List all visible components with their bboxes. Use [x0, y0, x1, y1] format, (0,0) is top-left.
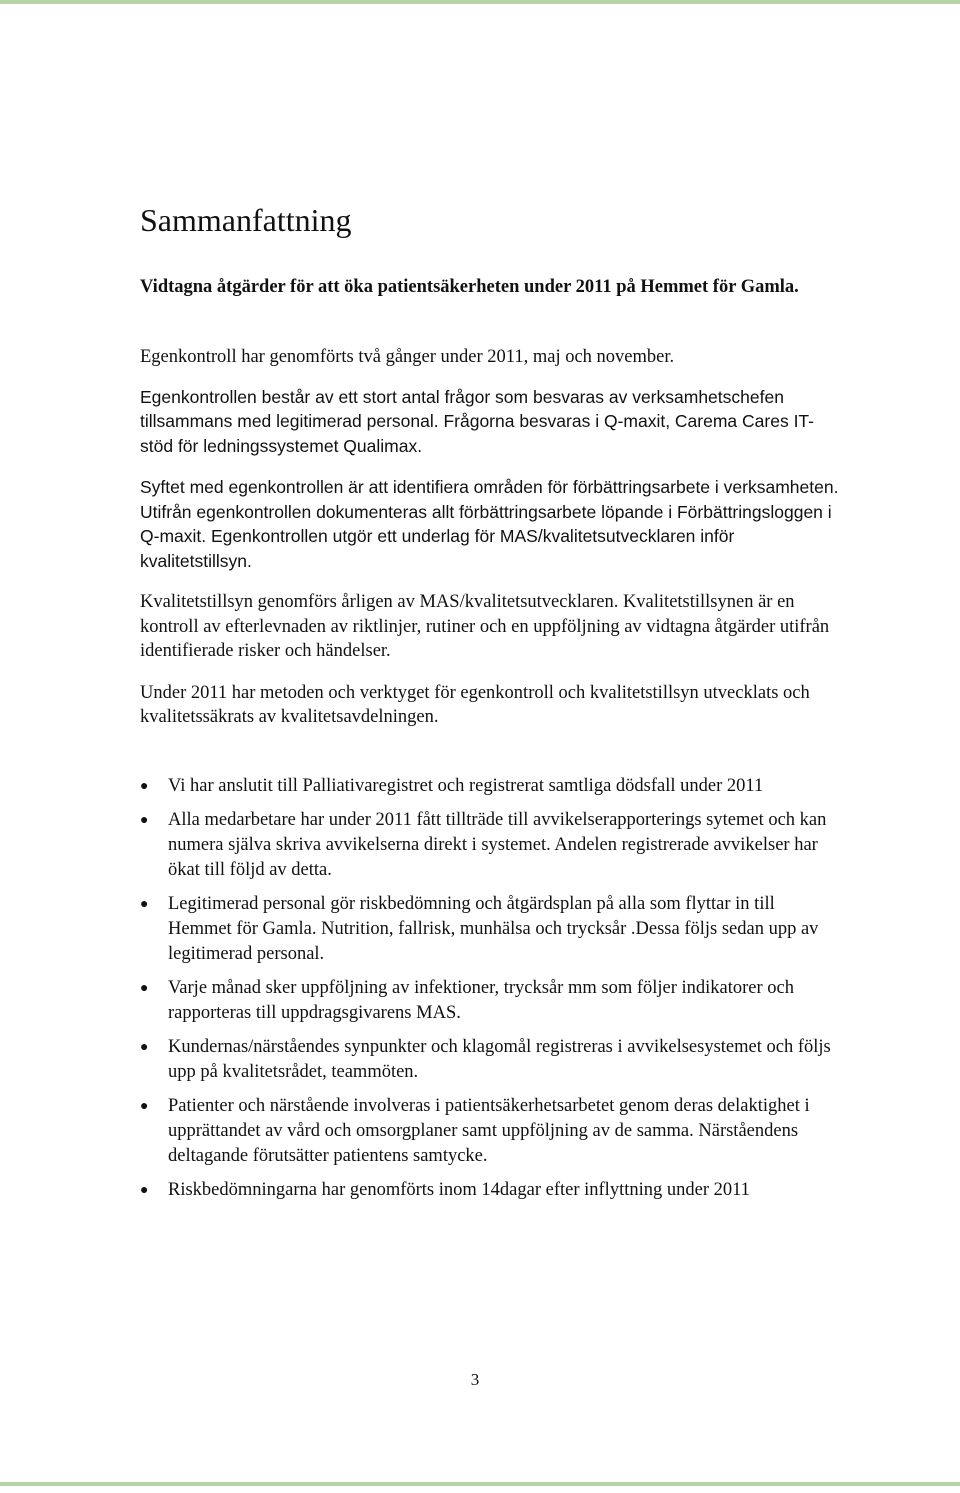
bullet-icon: ●: [140, 980, 149, 996]
paragraph-1: Egenkontroll har genomförts två gånger under 2011, maj och november.: [140, 347, 675, 367]
page-title: Sammanfattning: [140, 202, 352, 238]
paragraph-4: Kvalitetstillsyn genomförs årligen av MAS/kvalitetsutvecklaren. Kvalitetstillsynen är en kontroll av efterlevnaden av riktlinjer, rutiner och en uppföljning av vidtagna åtgärder utifrån identifierade risker och händelser.: [140, 592, 830, 661]
list-item-text: Riskbedömningarna har genomförts inom 14dagar efter inflyttning under 2011: [168, 1179, 750, 1200]
section-subheading: Vidtagna åtgärder för att öka patientsäkerheten under 2011 på Hemmet för Gamla.: [140, 277, 799, 297]
top-border-rule: [0, 0, 960, 4]
list-item-text: Varje månad sker uppföljning av infektioner, trycksår mm som följer indikatorer och rapporteras till uppdragsgivarens MAS.: [168, 977, 795, 1023]
list-item: [140, 774, 840, 799]
paragraph-3: Syftet med egenkontrollen är att identifiera områden för förbättringsarbete i verksamheten. Utifrån egenkontrollen dokumenteras allt förbättringsarbete löpande i Förbättringsloggen i Q-maxit. Egenkontrollen utgör ett underlag för MAS/kvalitetsutvecklaren inför kvalitetstillsyn.: [140, 477, 839, 571]
bullet-icon: ●: [140, 778, 149, 794]
list-item: [140, 1094, 840, 1169]
bullet-icon: ●: [140, 812, 149, 828]
list-item-text: Kundernas/närståendes synpunkter och klagomål registreras i avvikelsesystemet och följs upp på kvalitetsrådet, teammöten.: [168, 1036, 831, 1082]
page-number: 3: [470, 1370, 480, 1389]
list-item: [140, 1178, 840, 1203]
paragraph-5: Under 2011 har metoden och verktyget för egenkontroll och kvalitetstillsyn utvecklats och kvalitetssäkrats av kvalitetsavdelningen.: [140, 682, 810, 727]
list-item: [140, 892, 840, 967]
bullet-icon: ●: [140, 1039, 149, 1055]
list-item: [140, 808, 840, 883]
bullet-icon: ●: [140, 896, 149, 912]
bottom-border-rule: [0, 1482, 960, 1486]
list-item-text: Patienter och närstående involveras i patientsäkerhetsarbetet genom deras delaktighet i upprättandet av vård och omsorgplaner samt uppföljning av de samma. Närståendens deltagande förutsätter patientens samtycke.: [168, 1095, 810, 1166]
page-content: [140, 196, 840, 1212]
list-item-text: Vi har anslutit till Palliativaregistret och registrerat samtliga dödsfall under 2011: [168, 775, 764, 796]
bullet-list: [140, 774, 840, 1203]
bullet-icon: ●: [140, 1182, 149, 1198]
list-item-text: Legitimerad personal gör riskbedömning och åtgärdsplan på alla som flyttar in till Hemmet för Gamla. Nutrition, fallrisk, munhälsa och trycksår .Dessa följs sedan upp av legitimerad personal.: [168, 893, 819, 964]
bullet-icon: ●: [140, 1098, 149, 1114]
list-item: [140, 976, 840, 1026]
list-item: [140, 1035, 840, 1085]
paragraph-2: Egenkontrollen består av ett stort antal frågor som besvaras av verksamhetschefen tillsammans med legitimerad personal. Frågorna besvaras i Q-maxit, Carema Cares IT-stöd för ledningssystemet Qualimax.: [140, 386, 814, 456]
list-item-text: Alla medarbetare har under 2011 fått tillträde till avvikelserapporterings sytemet och kan numera själva skriva avvikelserna direkt i systemet. Andelen registrerade avvikelser har ökat till följd av detta.: [168, 809, 827, 880]
